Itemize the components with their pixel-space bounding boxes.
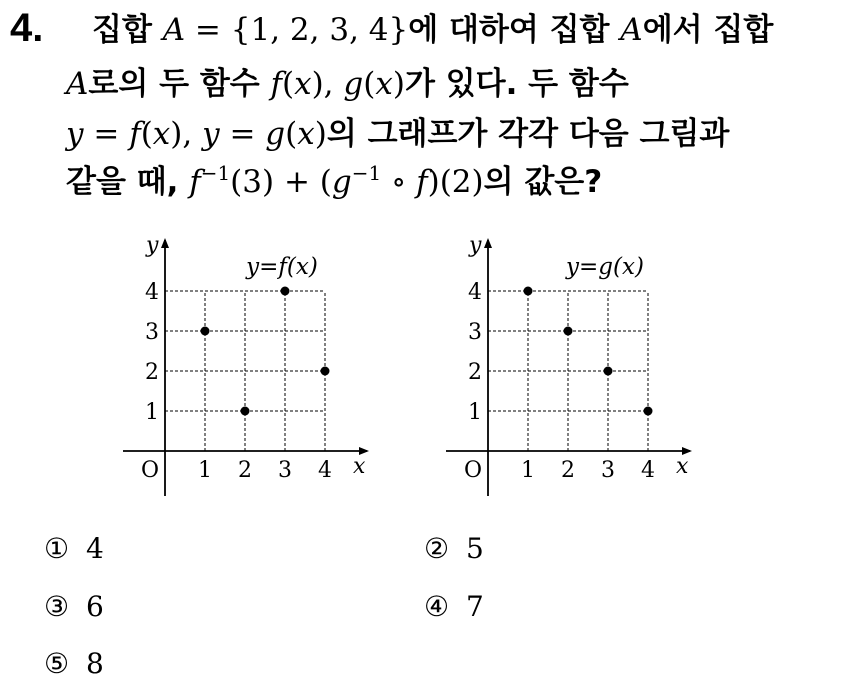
choice-value: 4 [86,532,104,565]
question-line-2: A로의 두 함수 f(x), g(x)가 있다. 두 함수 [66,66,629,102]
y-tick-label: 1 [468,400,482,425]
y-tick-label: 2 [145,360,159,385]
choice-mark: ⑤ [44,647,70,680]
data-point [604,367,613,376]
x-tick-label: 4 [318,458,332,483]
choice-5[interactable] [44,647,104,681]
choice-mark: ① [44,532,70,565]
origin-label: O [141,458,160,483]
choice-value: 5 [466,532,484,565]
x-axis-label: x [353,454,366,479]
data-point [644,407,653,416]
question-line-4: 같을 때, $f^{-1}(3) + (g^{-1}$ ∘ f)(2)의 값은? [66,161,603,200]
x-tick-label: 3 [278,458,292,483]
choice-2[interactable] [424,532,484,566]
y-axis-arrow [161,238,169,248]
x-tick-label: 2 [561,458,575,483]
choice-4[interactable] [424,590,484,624]
x-tick-label: 1 [198,458,212,483]
y-tick-label: 1 [145,400,159,425]
x-tick-label: 4 [641,458,655,483]
x-tick-label: 2 [238,458,252,483]
data-point [524,287,533,296]
choice-mark: ③ [44,590,70,623]
y-tick-label: 4 [145,280,159,305]
y-tick-label: 3 [145,320,159,345]
y-axis-arrow [484,238,492,248]
choice-value: 8 [86,647,104,680]
x-tick-label: 1 [521,458,535,483]
question-line-1: 집합 A = {1, 2, 3, 4}에 대하여 집합 A에서 집합 [92,12,774,48]
question-number: 4. [10,6,44,50]
data-point [564,327,573,336]
graph-g [443,228,703,503]
question-line-3: y = f(x), y = g(x)의 그래프가 각각 다음 그림과 [66,116,730,152]
origin-label: O [464,458,483,483]
graph-f [120,228,380,503]
graph-title: y=g(x) [566,254,644,280]
data-point [321,367,330,376]
choice-value: 7 [466,590,484,623]
data-point [241,407,250,416]
choice-mark: ④ [424,590,450,623]
data-point [201,327,210,336]
graph-title: y=f(x) [246,254,318,280]
choice-mark: ② [424,532,450,565]
choice-1[interactable] [44,532,104,566]
y-tick-label: 4 [468,280,482,305]
x-axis-label: x [676,454,689,479]
data-point [281,287,290,296]
choice-3[interactable] [44,590,104,624]
y-axis-label: y [469,233,482,258]
y-tick-label: 2 [468,360,482,385]
choice-value: 6 [86,590,104,623]
x-tick-label: 3 [601,458,615,483]
y-tick-label: 3 [468,320,482,345]
y-axis-label: y [146,233,159,258]
